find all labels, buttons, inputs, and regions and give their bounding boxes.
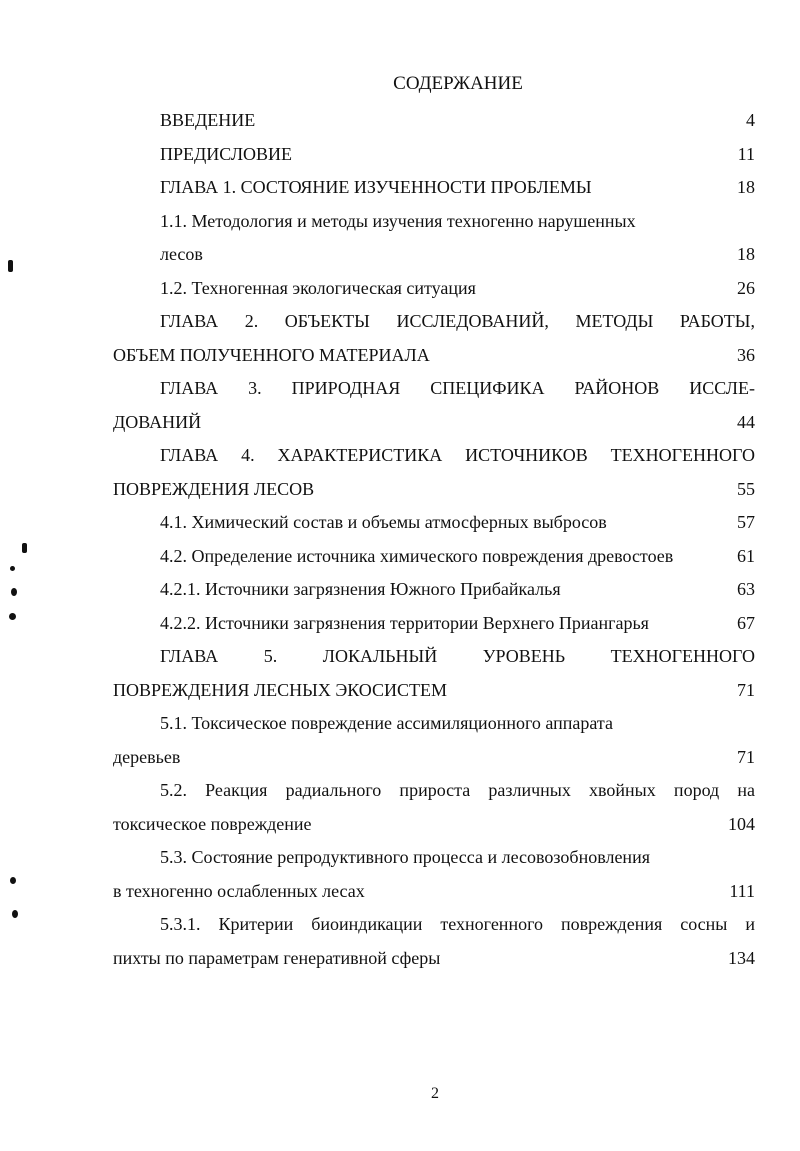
toc-entry-title: 1.2. Техногенная экологическая ситуация [160,277,476,298]
toc-entry [160,376,755,400]
toc-entry [113,745,180,769]
toc-entry-title: ПРЕДИСЛОВИЕ [160,143,293,164]
toc-entry-title: 5.3. Состояние репродуктивного процесса и лесовозобновления [160,847,650,867]
toc-entry-title: ГЛАВА 4. ХАРАКТЕРИСТИКА ИСТОЧНИКОВ ТЕХНОГЕННОГО [160,445,755,465]
toc-entry-page: 4 [746,110,755,130]
toc-entry-title: в техногенно ослабленных лесах [113,880,365,901]
toc-entry [160,510,607,534]
toc-entry-page: 71 [737,746,755,767]
toc-entry-title: 4.1. Химический состав и объемы атмосферных выбросов [160,512,607,532]
toc-entry [160,242,203,266]
toc-title: СОДЕРЖАНИЕ [393,73,523,94]
toc-entry [160,611,649,635]
toc-entry-title: лесов [160,244,203,264]
toc-entry [113,410,201,434]
toc-entry [160,175,592,199]
toc-entry [113,343,430,367]
toc-entry-title: 4.2.1. Источники загрязнения Южного Прибайкалья [160,579,561,599]
toc-entry [113,946,440,970]
toc-entry-page: 67 [737,612,755,633]
toc-entry-title: ГЛАВА 1. СОСТОЯНИЕ ИЗУЧЕННОСТИ ПРОБЛЕМЫ [160,177,592,197]
toc-entry [160,209,636,233]
toc-entry-title: 4.2.2. Источники загрязнения территории Верхнего Приангарья [160,612,649,633]
toc-entry [160,845,650,869]
toc-entry-page: 26 [737,277,755,298]
scan-speck [12,910,18,918]
toc-entry [160,711,613,735]
toc-entry [160,644,755,668]
toc-entry-title: ГЛАВА 3. ПРИРОДНАЯ СПЕЦИФИКА РАЙОНОВ ИССЛЕ- [160,378,755,398]
toc-entry-page: 104 [728,813,755,834]
toc-entry [113,678,447,702]
toc-entry-title: 5.3.1. Критерии биоиндикации техногенного повреждения сосны и [160,914,755,934]
toc-entry [113,879,365,903]
toc-entry [113,477,314,501]
toc-entry [160,577,561,601]
toc-entry-title: ОБЪЕМ ПОЛУЧЕННОГО МАТЕРИАЛА [113,344,430,365]
scan-speck [8,260,13,272]
toc-entry-page: 111 [729,880,755,901]
toc-entry-title: токсическое повреждение [113,813,312,834]
toc-entry [160,912,755,936]
toc-entry-page: 18 [737,177,755,197]
scan-speck [10,877,16,884]
page-number: 2 [431,1085,439,1102]
toc-entry [160,108,255,132]
scan-speck [10,566,15,571]
toc-entry [113,812,312,836]
toc-entry [160,544,673,568]
toc-entry [160,443,755,467]
toc-entry-page: 61 [737,545,755,566]
toc-entry-page: 57 [737,512,755,532]
scan-speck [9,613,16,620]
toc-entry-title: деревьев [113,746,181,767]
toc-entry-title: ДОВАНИЙ [113,411,202,432]
toc-entry-title: 5.1. Токсическое повреждение ассимиляционного аппарата [160,713,613,733]
toc-entry [160,309,755,333]
toc-entry-title: ПОВРЕЖДЕНИЯ ЛЕСНЫХ ЭКОСИСТЕМ [113,679,447,700]
toc-entry-title: 5.2. Реакция радиального прироста различных хвойных пород на [160,780,755,800]
toc-entry-title: ГЛАВА 5. ЛОКАЛЬНЫЙ УРОВЕНЬ ТЕХНОГЕННОГО [160,646,755,666]
toc-entry [160,778,755,802]
scan-speck [22,543,27,553]
scan-speck [11,588,17,596]
toc-entry [160,142,292,166]
toc-entry-title: ВВЕДЕНИЕ [160,110,256,130]
toc-entry-title: ГЛАВА 2. ОБЪЕКТЫ ИССЛЕДОВАНИЙ, МЕТОДЫ РАБОТЫ, [160,311,755,331]
toc-entry-page: 36 [737,344,755,365]
toc-entry-page: 71 [737,679,755,700]
toc-entry-page: 11 [737,143,755,164]
toc-entry-page: 18 [737,244,755,264]
toc-entry [160,276,476,300]
toc-entry-title: пихты по параметрам генеративной сферы [113,947,441,968]
toc-entry-title: 4.2. Определение источника химического повреждения древостоев [160,545,674,566]
toc-entry-page: 63 [737,579,755,599]
toc-entry-page: 134 [728,947,755,968]
toc-entry-title: ПОВРЕЖДЕНИЯ ЛЕСОВ [113,478,315,499]
toc-entry-page: 44 [737,411,755,432]
toc-entry-title: 1.1. Методология и методы изучения техногенно нарушенных [160,210,636,231]
toc-entry-page: 55 [737,478,755,499]
